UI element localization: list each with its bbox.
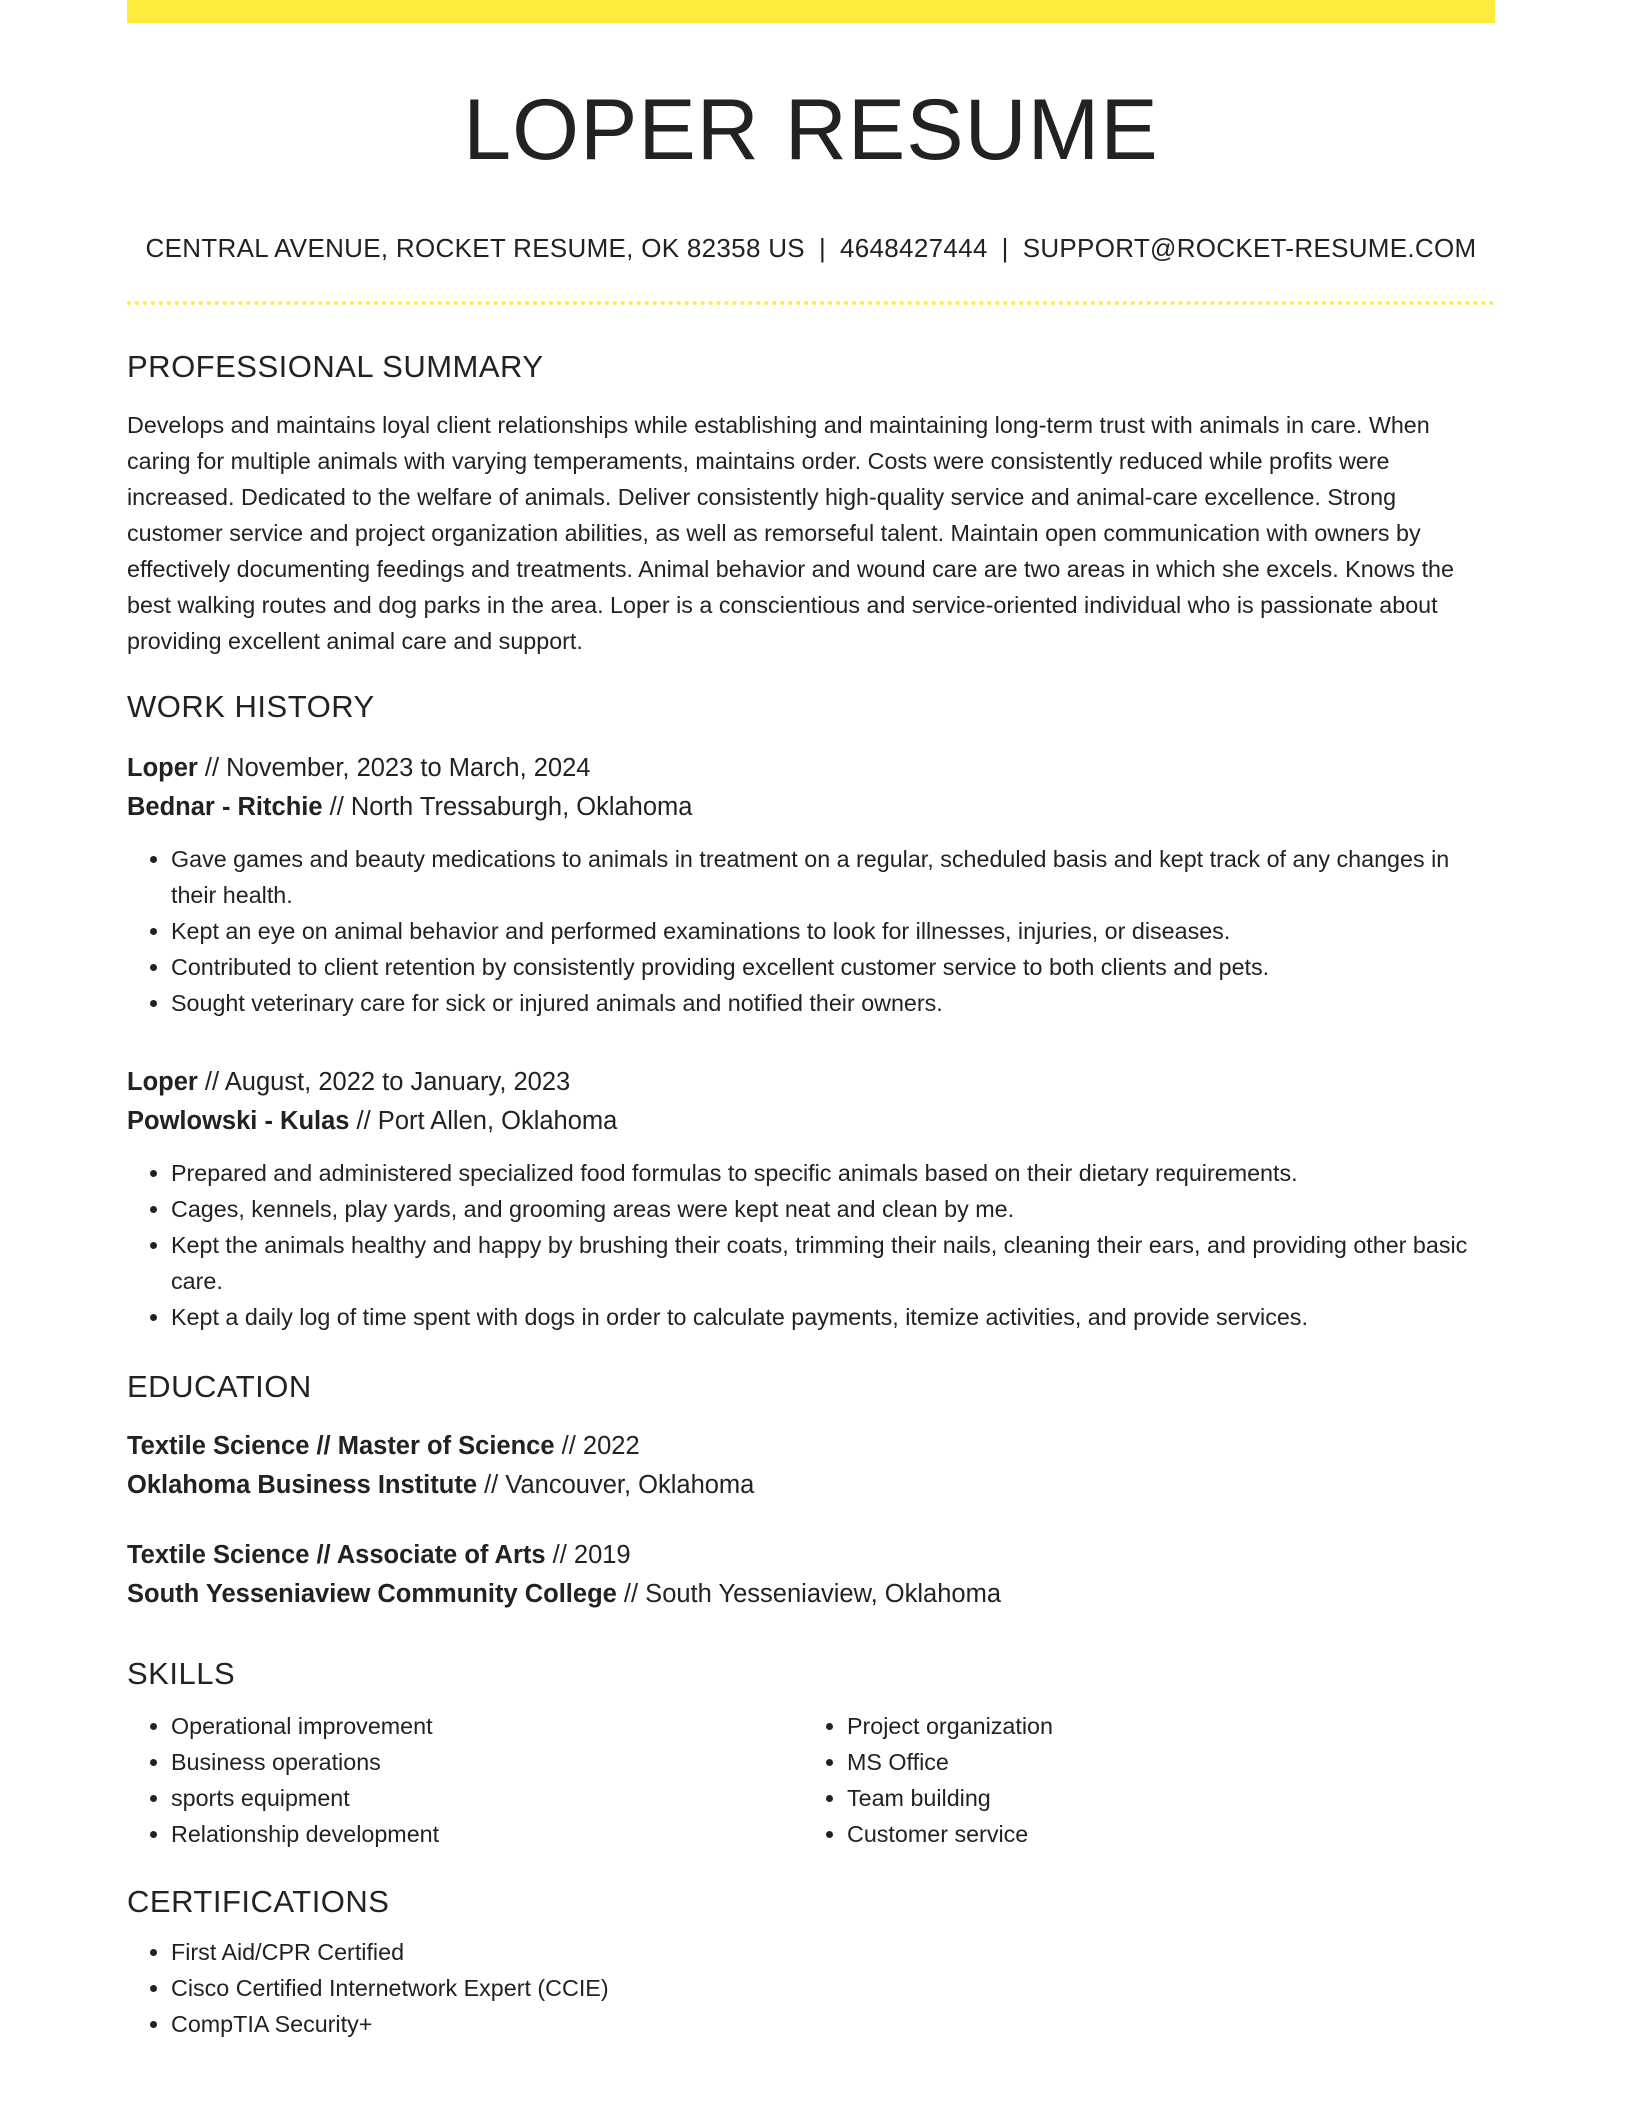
- section-title-skills: SKILLS: [127, 1655, 236, 1691]
- skill-item: • Operational improvement: [171, 1708, 803, 1744]
- education-location: // Vancouver, Oklahoma: [477, 1470, 755, 1499]
- certification-item: • CompTIA Security+: [171, 2006, 1495, 2042]
- job-dates: // November, 2023 to March, 2024: [197, 753, 591, 782]
- skill-item: • sports equipment: [171, 1780, 803, 1816]
- list-item: • Kept an eye on animal behavior and performed examinations to look for illnesses, injuries, or diseases.: [171, 913, 1495, 949]
- job-role-line: [127, 749, 1495, 788]
- education-degree-line: [127, 1536, 1495, 1575]
- certifications-list: [127, 1934, 1495, 2042]
- job-role: Loper: [127, 753, 198, 782]
- section-title-work-history: WORK HISTORY: [127, 688, 375, 724]
- education-entry: [127, 1427, 1495, 1505]
- job-dates: // August, 2022 to January, 2023: [197, 1067, 571, 1096]
- education-degree: Textile Science // Associate of Arts: [127, 1540, 546, 1569]
- education-year: // 2022: [554, 1431, 640, 1460]
- contact-address: CENTRAL AVENUE, ROCKET RESUME, OK 82358 US: [145, 232, 805, 263]
- education-year: // 2019: [545, 1540, 631, 1569]
- list-item: • Gave games and beauty medications to animals in treatment on a regular, scheduled basis and kept track of any changes in their health.: [171, 841, 1495, 913]
- list-item: • Prepared and administered specialized food formulas to specific animals based on their dietary requirements.: [171, 1155, 1495, 1191]
- list-item: • Kept the animals healthy and happy by brushing their coats, trimming their nails, cleaning their ears, and providing other basic care.: [171, 1227, 1495, 1299]
- job-heading: [127, 749, 1495, 827]
- certification-item: • Cisco Certified Internetwork Expert (CCIE): [171, 1970, 1495, 2006]
- job-bullets: [127, 1155, 1495, 1335]
- resume-name: LOPER RESUME: [463, 82, 1159, 178]
- job-company: Bednar - Ritchie: [127, 792, 323, 821]
- job-bullets: [127, 841, 1495, 1021]
- section-title-certifications: CERTIFICATIONS: [127, 1883, 390, 1919]
- skill-item: • Customer service: [847, 1816, 1479, 1852]
- job-location: // North Tressaburgh, Oklahoma: [322, 792, 693, 821]
- certification-item: • First Aid/CPR Certified: [171, 1934, 1495, 1970]
- education-degree-line: [127, 1427, 1495, 1466]
- job-location: // Port Allen, Oklahoma: [349, 1106, 618, 1135]
- education-school-line: [127, 1466, 1495, 1505]
- education-location: // South Yesseniaview, Oklahoma: [616, 1579, 1001, 1608]
- contact-line: [127, 233, 1495, 264]
- skills-column-left: [127, 1708, 803, 1852]
- education-degree: Textile Science // Master of Science: [127, 1431, 555, 1460]
- job-role: Loper: [127, 1067, 198, 1096]
- skill-item: • Relationship development: [171, 1816, 803, 1852]
- header-divider: [127, 301, 1495, 305]
- list-item: • Contributed to client retention by consistently providing excellent customer service to both clients and pets.: [171, 949, 1495, 985]
- education-entry: [127, 1536, 1495, 1614]
- contact-email: SUPPORT@ROCKET-RESUME.COM: [1022, 232, 1477, 263]
- list-item: • Sought veterinary care for sick or injured animals and notified their owners.: [171, 985, 1495, 1021]
- section-title-summary: PROFESSIONAL SUMMARY: [127, 348, 544, 384]
- education-school-line: [127, 1575, 1495, 1614]
- resume-page: [127, 0, 1495, 2042]
- job-company-line: [127, 788, 1495, 827]
- job-company-line: [127, 1102, 1495, 1141]
- skill-item: • Team building: [847, 1780, 1479, 1816]
- job-role-line: [127, 1063, 1495, 1102]
- skills-column-right: [803, 1708, 1479, 1852]
- education-school: Oklahoma Business Institute: [127, 1470, 478, 1499]
- top-accent-bar: [127, 0, 1495, 23]
- skill-item: • Business operations: [171, 1744, 803, 1780]
- list-item: • Cages, kennels, play yards, and grooming areas were kept neat and clean by me.: [171, 1191, 1495, 1227]
- skill-item: • Project organization: [847, 1708, 1479, 1744]
- skills-list: [803, 1708, 1479, 1852]
- summary-text: Develops and maintains loyal client relationships while establishing and maintaining long-term trust with animals in care. When caring for multiple animals with varying temperaments, maintains order. Costs were consistently reduced while profits were increased. Dedicated to the welfare of animals. Deliver consistently high-quality service and animal-care excellence. Strong customer service and project organization abilities, as well as remorseful talent. Maintain open communication with owners by effectively documenting feedings and treatments. Animal behavior and wound care are two areas in which she excels. Knows the best walking routes and dog parks in the area. Loper is a conscientious and service-oriented individual who is passionate about providing excellent animal care and support.: [127, 411, 1454, 654]
- contact-separator: |: [818, 232, 827, 263]
- education-school: South Yesseniaview Community College: [127, 1579, 617, 1608]
- skill-item: • MS Office: [847, 1744, 1479, 1780]
- contact-phone: 4648427444: [840, 232, 988, 263]
- job-heading: [127, 1063, 1495, 1141]
- skills-grid: [127, 1708, 1495, 1852]
- job-company: Powlowski - Kulas: [127, 1106, 350, 1135]
- contact-separator: |: [1001, 232, 1009, 263]
- skills-list: [127, 1708, 803, 1852]
- list-item: • Kept a daily log of time spent with dogs in order to calculate payments, itemize activities, and provide services.: [171, 1299, 1495, 1335]
- section-title-education: EDUCATION: [127, 1368, 312, 1404]
